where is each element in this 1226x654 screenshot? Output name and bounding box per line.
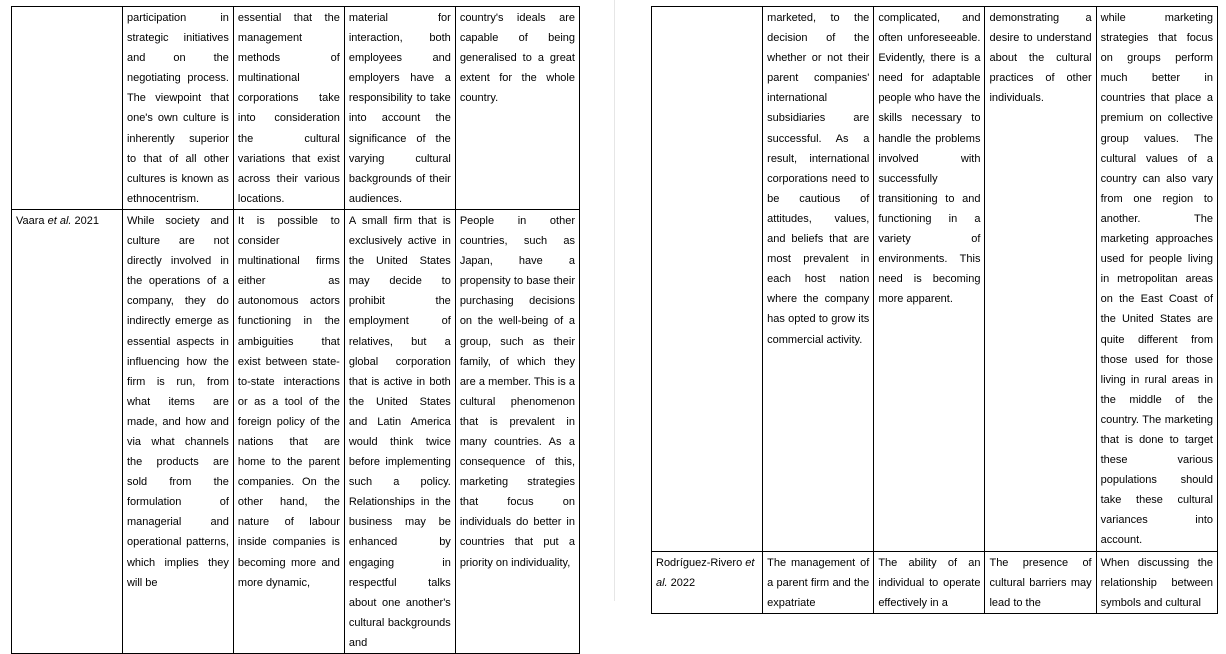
table-cell: The management of a parent firm and the expatriate [763,551,874,613]
table-cell: The presence of cultural barriers may lead to the [985,551,1096,613]
author-year: 2021 [71,214,99,227]
author-cell [652,551,763,613]
author-name: Vaara [16,214,48,227]
table-row [652,551,1218,613]
author-cell [12,7,123,210]
table-cell: marketed, to the decision of the whether or not their parent companies' international subsidiaries are successful. As a result, international corporations need to be cautious of attitudes, values, and beliefs that are most prevalent in each host nation where the company has opted to grow its commercial activity. [763,7,874,552]
page-separator [614,0,615,601]
literature-table-left [11,6,580,654]
table-row [652,7,1218,552]
table-cell: The ability of an individual to operate effectively in a [874,551,985,613]
author-cell [12,209,123,653]
right-page [617,0,1226,609]
author-name: Rodríguez-Rivero [656,556,746,569]
table-cell: participation in strategic initiatives and on the negotiating process. The viewpoint that one's own culture is inherently superior to that of all other cultures is known as ethnocentrism. [122,7,233,210]
author-cell [652,7,763,552]
table-cell: A small firm that is exclusively active in the United States may decide to prohibit the employment of relatives, but a global corporation that is active in both the United States and Latin America would think twice before implementing such a policy. Relationships in the business may be enhanced by engaging in respectful talks about one another's cultural backgrounds and [344,209,455,653]
left-page [0,0,612,649]
author-year: 2022 [667,576,696,589]
table-cell: People in other countries, such as Japan, have a propensity to base their purchasing decisions on the well-being of a group, such as their family, of which they are a member. This is a cultural phenomenon that is prevalent in many countries. As a consequence of this, marketing strategies that focus on individuals do better in countries that put a priority on individuality, [455,209,579,653]
table-cell: material for interaction, both employees and employers have a responsibility to take into account the significance of the varying cultural backgrounds of their audiences. [344,7,455,210]
table-cell: It is possible to consider multinational firms either as autonomous actors functioning in the ambiguities that exist between state-to-state interactions or as a tool of the foreign policy of the nations that are home to the parent companies. On the other hand, the nature of labour inside companies is becoming more and more dynamic, [233,209,344,653]
table-cell: When discussing the relationship between symbols and cultural [1096,551,1217,613]
table-cell: while marketing strategies that focus on groups perform much better in countries that place a premium on collective group values. The cultural values of a country can also vary from one region to another. The marketing approaches used for people living in metropolitan areas on the East Coast of the United States are quite different from those used for those living in rural areas in the middle of the country. The marketing that is done to target these various populations should take these cultural variances into account. [1096,7,1217,552]
table-row [12,209,580,653]
author-etal: et al. [47,214,72,227]
table-cell: country's ideals are capable of being generalised to a great extent for the whole country. [455,7,579,210]
table-cell: While society and culture are not directly involved in the operations of a company, they do indirectly emerge as essential aspects in influencing how the firm is run, from what items are made, and how and via what channels the products are sold from the formulation of managerial and operational patterns, which implies they will be [122,209,233,653]
table-cell: essential that the management methods of multinational corporations take into consideration the cultural variations that exist across their various locations. [233,7,344,210]
table-row [12,7,580,210]
literature-table-right [651,6,1218,614]
table-cell: complicated, and often unforeseeable. Evidently, there is a need for adaptable people who have the skills necessary to handle the problems involved with successfully transitioning to and functioning in a variety of environments. This need is becoming more apparent. [874,7,985,552]
table-cell: demonstrating a desire to understand about the cultural practices of other individuals. [985,7,1096,552]
author-etal: et al. [656,556,755,589]
